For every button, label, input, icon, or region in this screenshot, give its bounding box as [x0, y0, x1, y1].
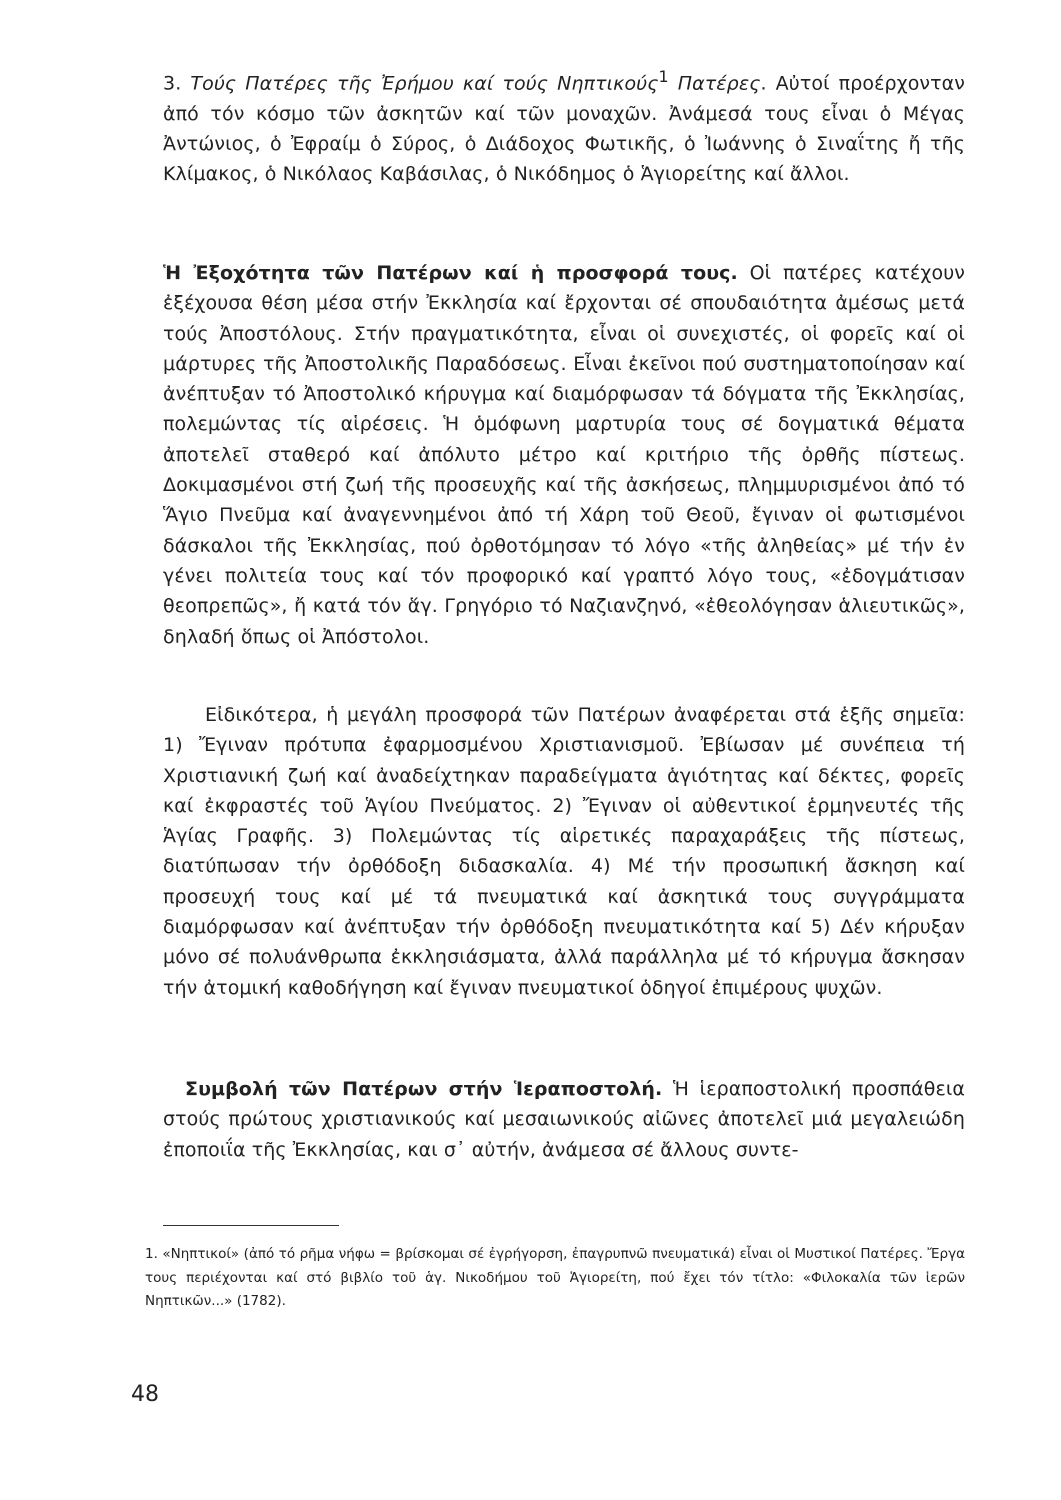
paragraph-excellence	[163, 258, 965, 652]
footnote-ref: 1	[658, 67, 669, 86]
paragraph-mission	[163, 1074, 965, 1165]
desert-fathers-text: . Αὐτοί προέρχονταν ἀπό τόν κόσμο τῶν ἀσκητῶν καί τῶν μοναχῶν. Ἀνάμεσά τους εἶναι ὁ Μέγας Ἀντώνιος, ὁ Ἐφραίμ ὁ Σύρος, ὁ Διάδοχος Φωτικῆς, ὁ Ἰωάννης ὁ Σιναΐτης ἤ τῆς Κλίμακος, ὁ Νικόλαος Καβάσιλας, ὁ Νικόδημος ὁ Ἁγιορείτης καί ἄλλοι.	[163, 72, 966, 186]
desert-fathers-title-end: Πατέρες	[668, 72, 761, 95]
paragraph-desert-fathers	[163, 62, 965, 190]
footnote-divider	[163, 1225, 339, 1226]
footnote-text: «Νηπτικοί» (ἀπό τό ρῆμα νήφω = βρίσκομαι σέ ἐγρήγορση, ἐπαγρυπνῶ πνευματικά) εἶναι οἱ Μυστικοί Πατέρες. Ἔργα τους περιέχονται καί στό βιβλίο τοῦ ἁγ. Νικοδήμου τοῦ Ἁγιορείτη, πού ἔχει τόν τίτλο: «Φιλοκαλία τῶν ἱερῶν Νηπτικῶν...» (1782).	[145, 1246, 965, 1309]
footnote-number: 1.	[145, 1246, 158, 1262]
paragraph-contributions	[163, 700, 965, 1003]
mission-text: Ἡ ἱεραποστολική προσπάθεια στούς πρώτους χριστιανικούς καί μεσαιωνικούς αἰῶνες ἀποτελεῖ μιά μεγαλειώδη ἐποποιΐα τῆς Ἐκκλησίας, και σ᾿ αὐτήν, ἀνάμεσα σέ ἄλλους συντε-	[163, 1078, 965, 1161]
excellence-text: Οἱ πατέρες κατέχουν ἐξέχουσα θέση μέσα στήν Ἐκκλησία καί ἔρχονται σέ σπουδαιότητα ἀμέσως μετά τούς Ἀποστόλους. Στήν πραγματικότητα, εἶναι οἱ συνεχιστές, οἱ φορεῖς καί οἱ μάρτυρες τῆς Ἀποστολικῆς Παραδόσεως. Εἶναι ἐκεῖνοι πού συστηματοποίησαν καί ἀνέπτυξαν τό Ἀποστολικό κήρυγμα καί διαμόρφωσαν τά δόγματα τῆς Ἐκκλησίας, πολεμώντας τίς αἱρέσεις. Ἡ ὁμόφωνη μαρτυρία τους σέ δογματικά θέματα ἀποτελεῖ σταθερό καί ἀπόλυτο μέτρο καί κριτήριο τῆς ὀρθῆς πίστεως. Δοκιμασμένοι στή ζωή τῆς προσευχῆς καί τῆς ἀσκήσεως, πλημμυρισμένοι ἀπό τό Ἅγιο Πνεῦμα καί ἀναγεννημένοι ἀπό τή Χάρη τοῦ Θεοῦ, ἔγιναν οἱ φωτισμένοι δάσκαλοι τῆς Ἐκκλησίας, πού ὀρθοτόμησαν τό λόγο «τῆς ἀληθείας» μέ τήν ἐν γένει πολιτεία τους καί τόν προφορικό καί γραπτό λόγο τους, «ἐδογμάτισαν θεοπρεπῶς», ἤ κατά τόν ἅγ. Γρηγόριο τό Ναζιανζηνό, «ἐθεολόγησαν ἁλιευτικῶς», δηλαδή ὅπως οἱ Ἀπόστολοι.	[163, 262, 966, 648]
section-heading-excellence: Ἡ Ἐξοχότητα τῶν Πατέρων καί ἡ προσφορά τους.	[163, 262, 738, 284]
page-number: 48	[131, 1382, 159, 1407]
contributions-text: Εἰδικότερα, ἡ μεγάλη προσφορά τῶν Πατέρων ἀναφέρεται στά ἑξῆς σημεῖα: 1) Ἔγιναν πρότυπα ἐφαρμοσμένου Χριστιανισμοῦ. Ἐβίωσαν μέ συνέπεια τή Χριστιανική ζωή καί ἀναδείχτηκαν παραδείγματα ἁγιότητας καί δέκτες, φορεῖς καί ἐκφραστές τοῦ Ἁγίου Πνεύματος. 2) Ἔγιναν οἱ αὐθεντικοί ἑρμηνευτές τῆς Ἁγίας Γραφῆς. 3) Πολεμώντας τίς αἱρετικές παραχαράξεις τῆς πίστεως, διατύπωσαν τήν ὀρθόδοξη διδασκαλία. 4) Μέ τήν προσωπική ἄσκηση καί προσευχή τους καί μέ τά πνευματικά καί ἀσκητικά τους συγγράμματα διαμόρφωσαν καί ἀνέπτυξαν τήν ὀρθόδοξη πνευματικότητα καί 5) Δέν κήρυξαν μόνο σέ πολυάνθρωπα ἐκκλησιάσματα, ἀλλά παράλληλα μέ τό κήρυγμα ἄσκησαν τήν ἀτομική καθοδήγηση καί ἔγιναν πνευματικοί ὁδηγοί ἐπιμέρους ψυχῶν.	[163, 704, 965, 999]
list-number: 3.	[163, 72, 182, 95]
section-heading-mission: Συμβολή τῶν Πατέρων στήν Ἱεραποστολή.	[185, 1078, 663, 1100]
desert-fathers-title: Τούς Πατέρες τῆς Ἐρήμου καί τούς Νηπτικούς	[190, 72, 659, 95]
footnote	[145, 1243, 965, 1314]
